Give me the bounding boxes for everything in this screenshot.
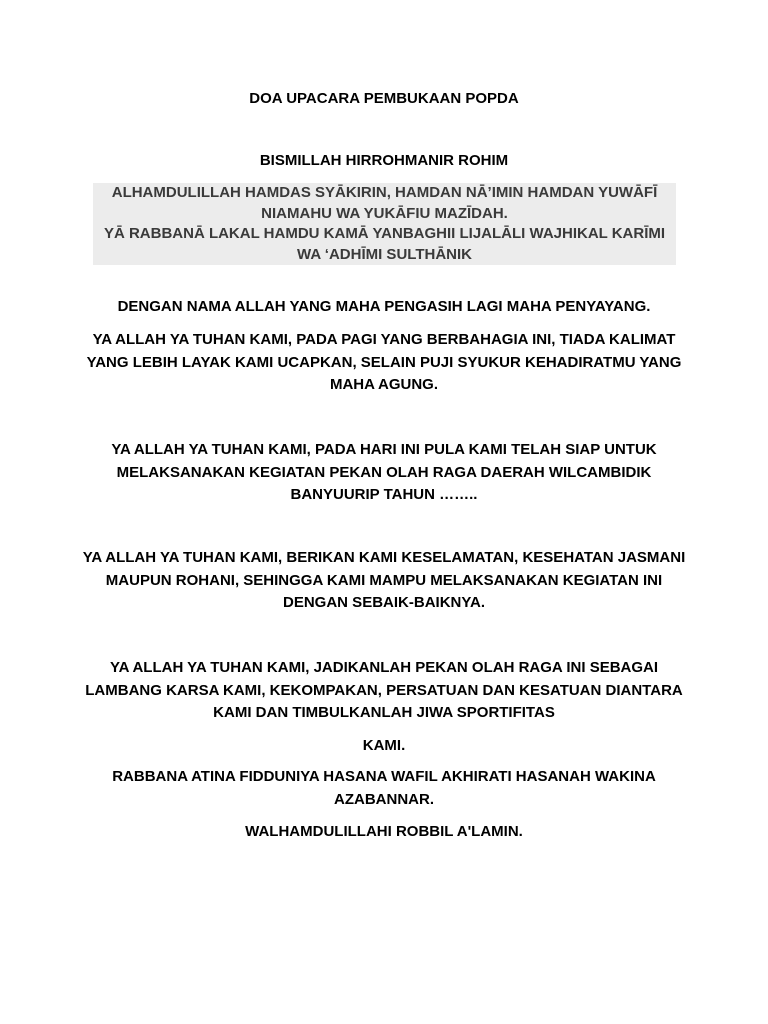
bismillah-line: BISMILLAH HIRROHMANIR ROHIM (259, 152, 509, 169)
paragraph-gratitude: YA ALLAH YA TUHAN KAMI, PADA PAGI YANG BERBAHAGIA INI, TIADA KALIMAT YANG LEBIH LAYAK KAMI UCAPKAN, SELAIN PUJI SYUKUR KEHADIRATMU YANG MAHA AGUNG. (86, 331, 682, 393)
paragraph-kami: KAMI. (362, 737, 406, 754)
paragraph-safety: YA ALLAH YA TUHAN KAMI, BERIKAN KAMI KESELAMATAN, KESEHATAN JASMANI MAUPUN ROHANI, SEHINGGA KAMI MAMPU MELAKSANAKAN KEGIATAN INI DENGAN SEBAIK-BAIKNYA. (82, 549, 686, 611)
highlighted-prayer-block (93, 183, 676, 265)
document-title: DOA UPACARA PEMBUKAAN POPDA (249, 90, 519, 107)
paragraph-unity: YA ALLAH YA TUHAN KAMI, JADIKANLAH PEKAN OLAH RAGA INI SEBAGAI LAMBANG KARSA KAMI, KEKOMPAKAN, PERSATUAN DAN KESATUAN DIANTARA KAMI DAN TIMBULKANLAH JIWA SPORTIFITAS (85, 659, 683, 721)
paragraph-readiness: YA ALLAH YA TUHAN KAMI, PADA HARI INI PULA KAMI TELAH SIAP UNTUK MELAKSANAKAN KEGIATAN PEKAN OLAH RAGA DAERAH WILCAMBIDIK BANYUURIP TAHUN …….. (111, 441, 657, 503)
highlighted-line-1: ALHAMDULILLAH HAMDAS SYĀKIRIN, HAMDAN NĀ’IMIN HAMDAN YUWĀFĪ NIAMAHU WA YUKĀFIU MAZĪDAH. (111, 184, 658, 222)
paragraph-opening: DENGAN NAMA ALLAH YANG MAHA PENGASIH LAGI MAHA PENYAYANG. (117, 298, 651, 315)
highlighted-line-2: YĀ RABBANĀ LAKAL HAMDU KAMĀ YANBAGHII LIJALĀLI WAJHIKAL KARĪMI WA ‘ADHĪMI SULTHĀNIK (103, 225, 666, 263)
paragraph-closing: WALHAMDULILLAHI ROBBIL A'LAMIN. (245, 823, 523, 840)
paragraph-rabbana: RABBANA ATINA FIDDUNIYA HASANA WAFIL AKHIRATI HASANAH WAKINA AZABANNAR. (112, 768, 656, 808)
